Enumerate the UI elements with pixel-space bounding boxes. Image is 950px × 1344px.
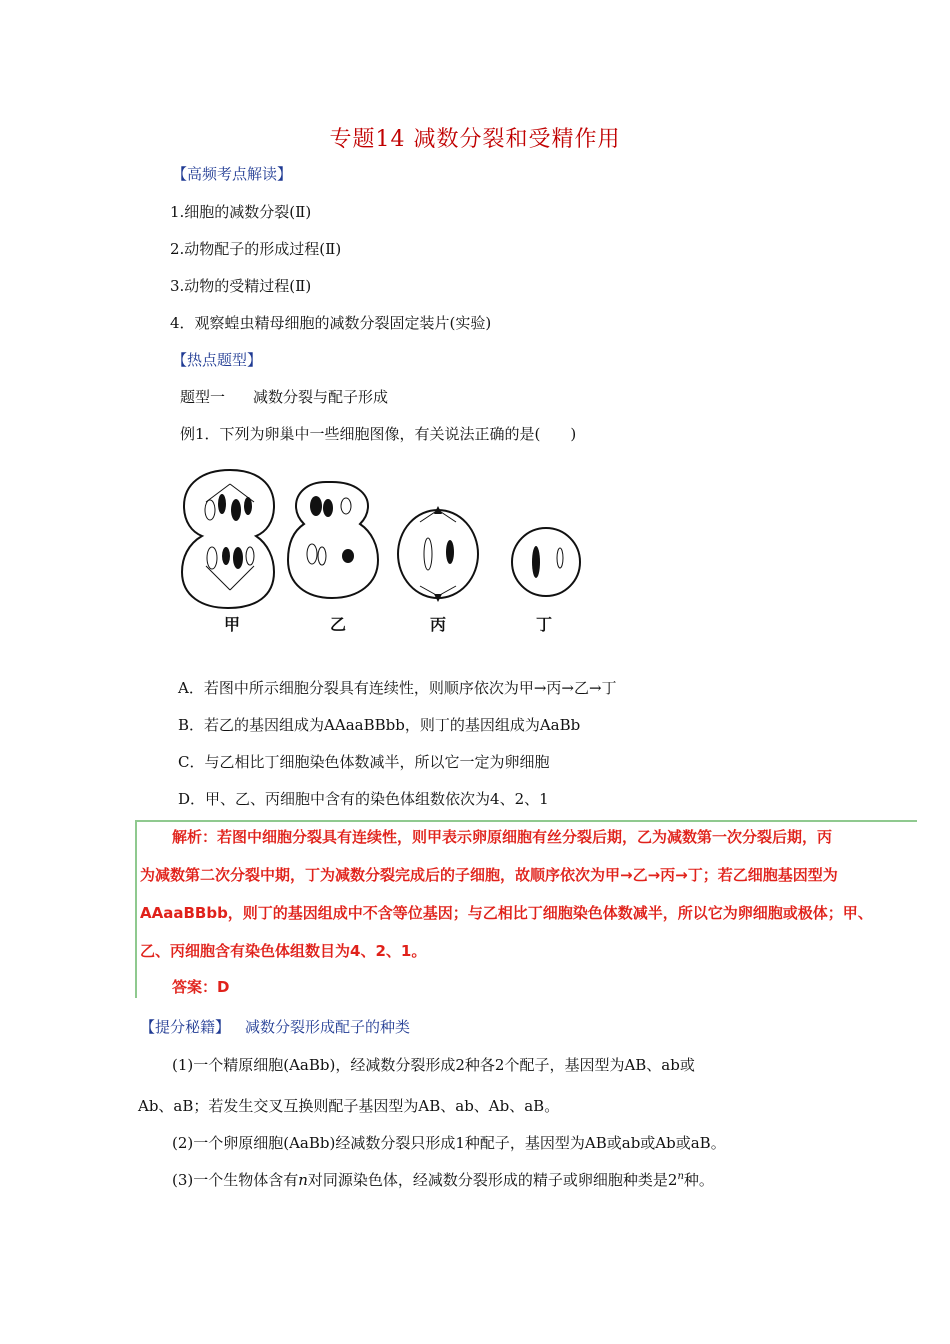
figure-label-yi: 乙	[330, 615, 347, 634]
option-a: A．若图中所示细胞分裂具有连续性，则顺序依次为甲→丙→乙→丁	[178, 679, 617, 697]
tip-line-4-before: (3)一个生物体含有	[172, 1171, 299, 1189]
cell-ding-outline	[512, 528, 580, 596]
tip-line-4-after: 种。	[683, 1171, 714, 1189]
example-question: 例1．下列为卵巢中一些细胞图像，有关说法正确的是( )	[180, 425, 577, 443]
figure-label-jia: 甲	[224, 615, 241, 634]
point-item-1: 1.细胞的减数分裂(Ⅱ)	[170, 203, 312, 221]
cell-yi-outline	[288, 482, 378, 598]
analysis-line-4: 乙、丙细胞含有染色体组数目为4、2、1。	[140, 942, 427, 960]
option-c: C．与乙相比丁细胞染色体数减半，所以它一定为卵细胞	[178, 753, 550, 771]
cell-bing-outline	[398, 510, 478, 598]
cell-division-figure	[170, 462, 600, 637]
topic-type-label: 题型一	[180, 388, 226, 406]
tip-line-3: (2)一个卵原细胞(AaBb)经减数分裂只形成1种配子，基因型为AB或ab或Ab或aB。	[172, 1134, 726, 1152]
figure-label-bing: 丙	[430, 615, 447, 634]
tip-line-4-sup: n	[677, 1171, 684, 1182]
analysis-line-1: 解析：若图中细胞分裂具有连续性，则甲表示卵原细胞有丝分裂后期，乙为减数第一次分裂后期，丙	[172, 828, 833, 846]
point-item-2: 2.动物配子的形成过程(Ⅱ)	[170, 240, 342, 258]
tip-line-4	[172, 1169, 714, 1190]
answer: 答案：D	[172, 978, 230, 996]
tip-line-4-n: n	[298, 1171, 308, 1189]
tip-line-4-middle: 对同源染色体，经减数分裂形成的精子或卵细胞种类是2	[307, 1171, 678, 1189]
tip-line-2: Ab、aB；若发生交叉互换则配子基因型为AB、ab、Ab、aB。	[138, 1097, 560, 1115]
point-item-3: 3.动物的受精过程(Ⅱ)	[170, 277, 312, 295]
tip-title: 减数分裂形成配子的种类	[245, 1018, 411, 1036]
tip-section-header: 【提分秘籍】	[140, 1018, 231, 1036]
section-header-hot-topics: 【热点题型】	[172, 351, 263, 369]
option-d: D．甲、乙、丙细胞中含有的染色体组数依次为4、2、1	[178, 790, 549, 808]
section-header-frequent-points: 【高频考点解读】	[172, 165, 293, 183]
analysis-line-3: AAaaBBbb，则丁的基因组成中不含等位基因；与乙相比丁细胞染色体数减半，所以它为卵细胞或极体；甲、	[140, 904, 873, 922]
option-b: B．若乙的基因组成为AAaaBBbb，则丁的基因组成为AaBb	[178, 716, 581, 734]
tip-line-1: (1)一个精原细胞(AaBb)，经减数分裂形成2种各2个配子，基因型为AB、ab或	[172, 1056, 695, 1074]
point-item-4: 4．观察蝗虫精母细胞的减数分裂固定装片(实验)	[170, 314, 492, 332]
analysis-line-2: 为减数第二次分裂中期，丁为减数分裂完成后的子细胞，故顺序依次为甲→乙→丙→丁；若乙细胞基因型为	[140, 866, 838, 884]
page-title: 专题14 减数分裂和受精作用	[329, 127, 621, 152]
figure-label-ding: 丁	[536, 615, 553, 634]
topic-type-name: 减数分裂与配子形成	[253, 388, 389, 406]
